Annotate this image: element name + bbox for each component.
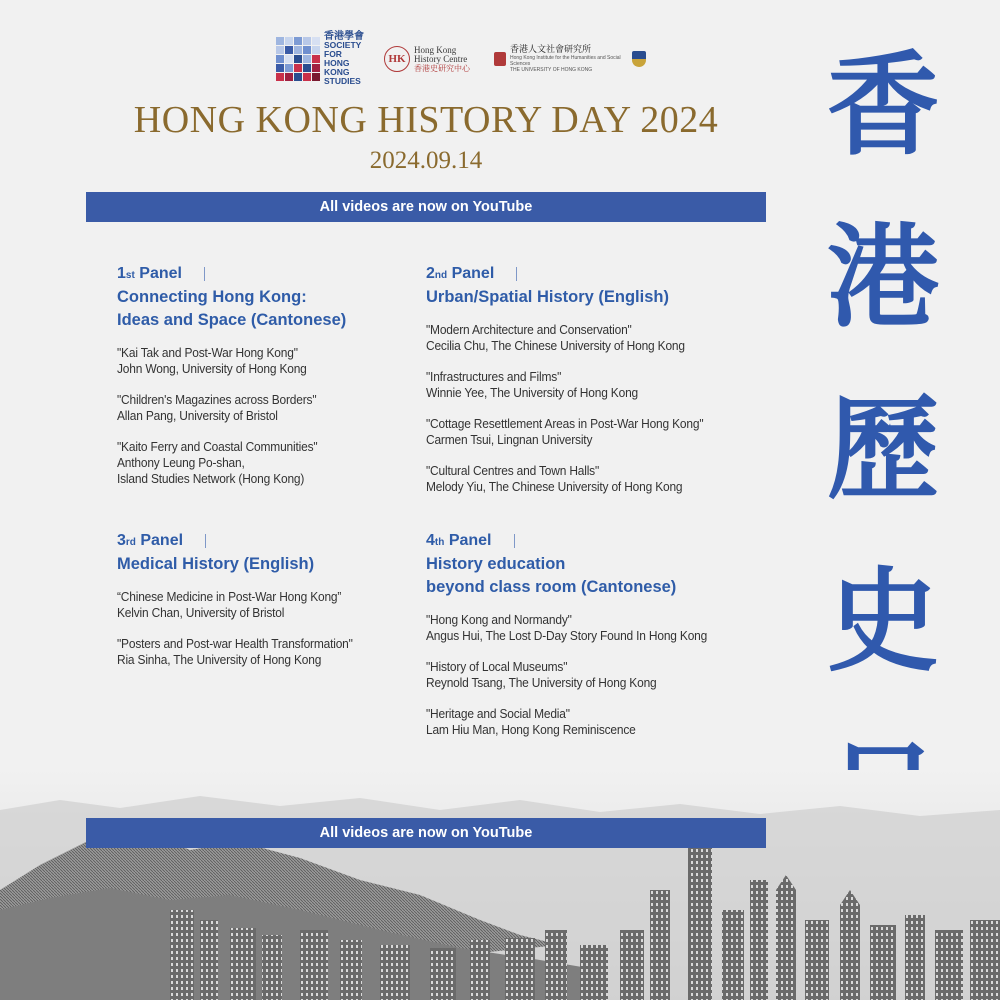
society-for-hong-kong-studies-logo [276,32,374,86]
event-date: 2024.09.14 [369,147,483,174]
hong-kong-history-centre-logo [384,46,484,73]
panel-heading: 1 st Panel [117,265,417,283]
talk-item: "Kai Tak and Post-War Hong Kong" John Wong, University of Hong Kong [117,345,307,376]
city-skyline-illustration [0,770,1000,1000]
partner-logos [276,31,646,86]
panel-heading: 4 th Panel [426,532,766,550]
mosaic-icon [276,37,320,81]
vertical-char: 港 [827,212,939,343]
history-centre-logo-text: Hong Kong History Centre 香港史研究中心 [414,44,470,73]
talk-item: "Cultural Centres and Town Halls" Melody Yiu, The Chinese University of Hong Kong [426,463,683,494]
talk-item: "Cottage Resettlement Areas in Post-War Hong Kong" Carmen Tsui, Lingnan University [426,416,704,447]
talk-item: "Infrastructures and Films" Winnie Yee, The University of Hong Kong [426,369,639,400]
hku-crest-icon [632,51,646,67]
talk-item: “Chinese Medicine in Post-War Hong Kong” Kelvin Chan, University of Bristol [117,589,342,620]
panel-2 [426,265,766,510]
panel-topic: Medical History (English) [117,555,315,573]
talk-item: "Kaito Ferry and Coastal Communities" Anthony Leung Po-shan, Island Studies Network (Hong Kong) [117,439,318,486]
panel-4 [426,532,766,753]
panel-topic: Connecting Hong Kong: Ideas and Space (Cantonese) [117,288,347,329]
page-title: HONG KONG HISTORY DAY 2024 [133,99,719,141]
panel-1 [117,265,417,502]
hkihss-logo-text: 香港人文社會研究所 Hong Kong Institute for the Humanities and Social Sciences THE UNIVERSITY OF HONG KONG [510,45,621,73]
hk-circle-icon: HK [384,46,410,72]
panel-topic: Urban/Spatial History (English) [426,288,669,306]
talk-item: "Children's Magazines across Borders" Allan Pang, University of Bristol [117,392,317,423]
hkihss-logo [494,45,646,73]
talk-item: "Hong Kong and Normandy" Angus Hui, The Lost D-Day Story Found In Hong Kong [426,612,708,643]
vertical-char: 歷 [827,384,939,515]
youtube-banner-top[interactable]: All videos are now on YouTube [86,192,766,222]
society-logo-text: 香港學會 SOCIETY FOR HONG KONG STUDIES [324,31,364,86]
vertical-char: 史 [827,556,939,687]
panel-topic: History education beyond class room (Cantonese) [426,555,677,596]
vertical-char: 香 [827,40,939,171]
talk-item: "History of Local Museums" Reynold Tsang, The University of Hong Kong [426,659,657,690]
panel-3 [117,532,417,683]
youtube-banner-bottom[interactable]: All videos are now on YouTube [86,818,766,848]
talk-item: "Posters and Post-war Health Transformation" Ria Sinha, The University of Hong Kong [117,636,353,667]
panel-heading: 2 nd Panel [426,265,766,283]
vertical-chinese-title [818,20,948,880]
talk-item: "Heritage and Social Media" Lam Hiu Man, Hong Kong Reminiscence [426,706,636,737]
seal-icon [494,52,506,66]
talk-item: "Modern Architecture and Conservation" Cecilia Chu, The Chinese University of Hong Kong [426,322,685,353]
panel-heading: 3 rd Panel [117,532,417,550]
